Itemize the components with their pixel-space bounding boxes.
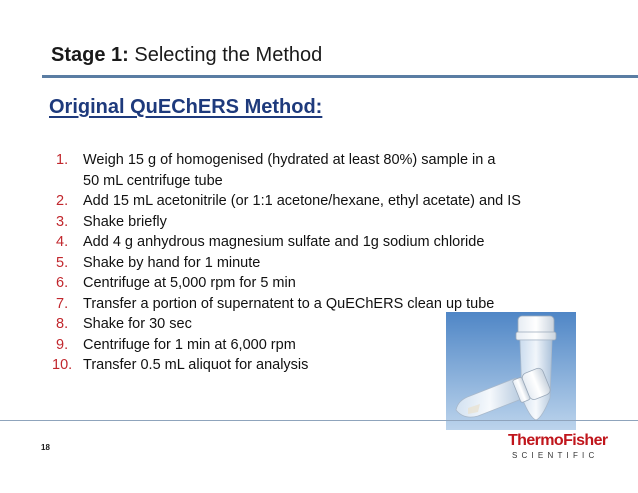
step-item xyxy=(56,294,521,315)
thermofisher-logo xyxy=(508,432,608,462)
step-item xyxy=(56,191,521,212)
step-number: 9. xyxy=(56,336,69,353)
step-text: Weigh 15 g of homogenised (hydrated at least 80%) sample in a xyxy=(83,152,496,168)
step-number: 4. xyxy=(56,234,69,250)
step-text: Add 4 g anhydrous magnesium sulfate and 1g sodium chloride xyxy=(83,234,485,250)
step-text: Transfer 0.5 mL aliquot for analysis xyxy=(83,357,309,373)
step-number: 3. xyxy=(56,213,69,230)
step-item xyxy=(56,150,521,191)
step-number: 5. xyxy=(56,254,69,271)
step-text: Shake by hand for 1 minute xyxy=(83,254,261,271)
step-text: Shake briefly xyxy=(83,213,167,230)
page-number: 18 xyxy=(41,443,50,452)
step-text: Centrifuge for 1 min at 6,000 rpm xyxy=(83,336,296,353)
title-divider xyxy=(42,75,638,78)
title-text: Selecting the Method xyxy=(128,44,323,66)
step-number: 10. xyxy=(52,357,73,373)
footer-divider xyxy=(0,420,638,421)
step-number: 2. xyxy=(56,193,69,209)
step-text: Add 15 mL acetonitrile (or 1:1 acetone/hexane, ethyl acetate) and IS xyxy=(83,193,521,209)
section-heading: Original QuEChERS Method: xyxy=(49,96,323,118)
step-text: Transfer a portion of supernatent to a QuEChERS clean up tube xyxy=(83,295,495,312)
step-number: 1. xyxy=(56,152,69,168)
tubes-illustration xyxy=(446,312,576,430)
step-number: 8. xyxy=(56,316,69,332)
step-text-continued: 50 mL centrifuge tube xyxy=(83,172,223,189)
centrifuge-tubes-photo xyxy=(446,312,576,430)
title-stage: Stage 1: xyxy=(51,44,129,66)
step-item xyxy=(56,253,521,274)
step-item xyxy=(56,232,521,253)
step-item xyxy=(56,273,521,294)
step-text: Shake for 30 sec xyxy=(83,316,192,332)
step-number: 7. xyxy=(56,295,69,312)
step-item xyxy=(56,212,521,233)
slide-title xyxy=(51,44,322,67)
logo-wordmark: ThermoFisher xyxy=(508,432,608,449)
step-number: 6. xyxy=(56,275,69,291)
step-text: Centrifuge at 5,000 rpm for 5 min xyxy=(83,275,296,291)
logo-subtext: SCIENTIFIC xyxy=(512,451,599,460)
